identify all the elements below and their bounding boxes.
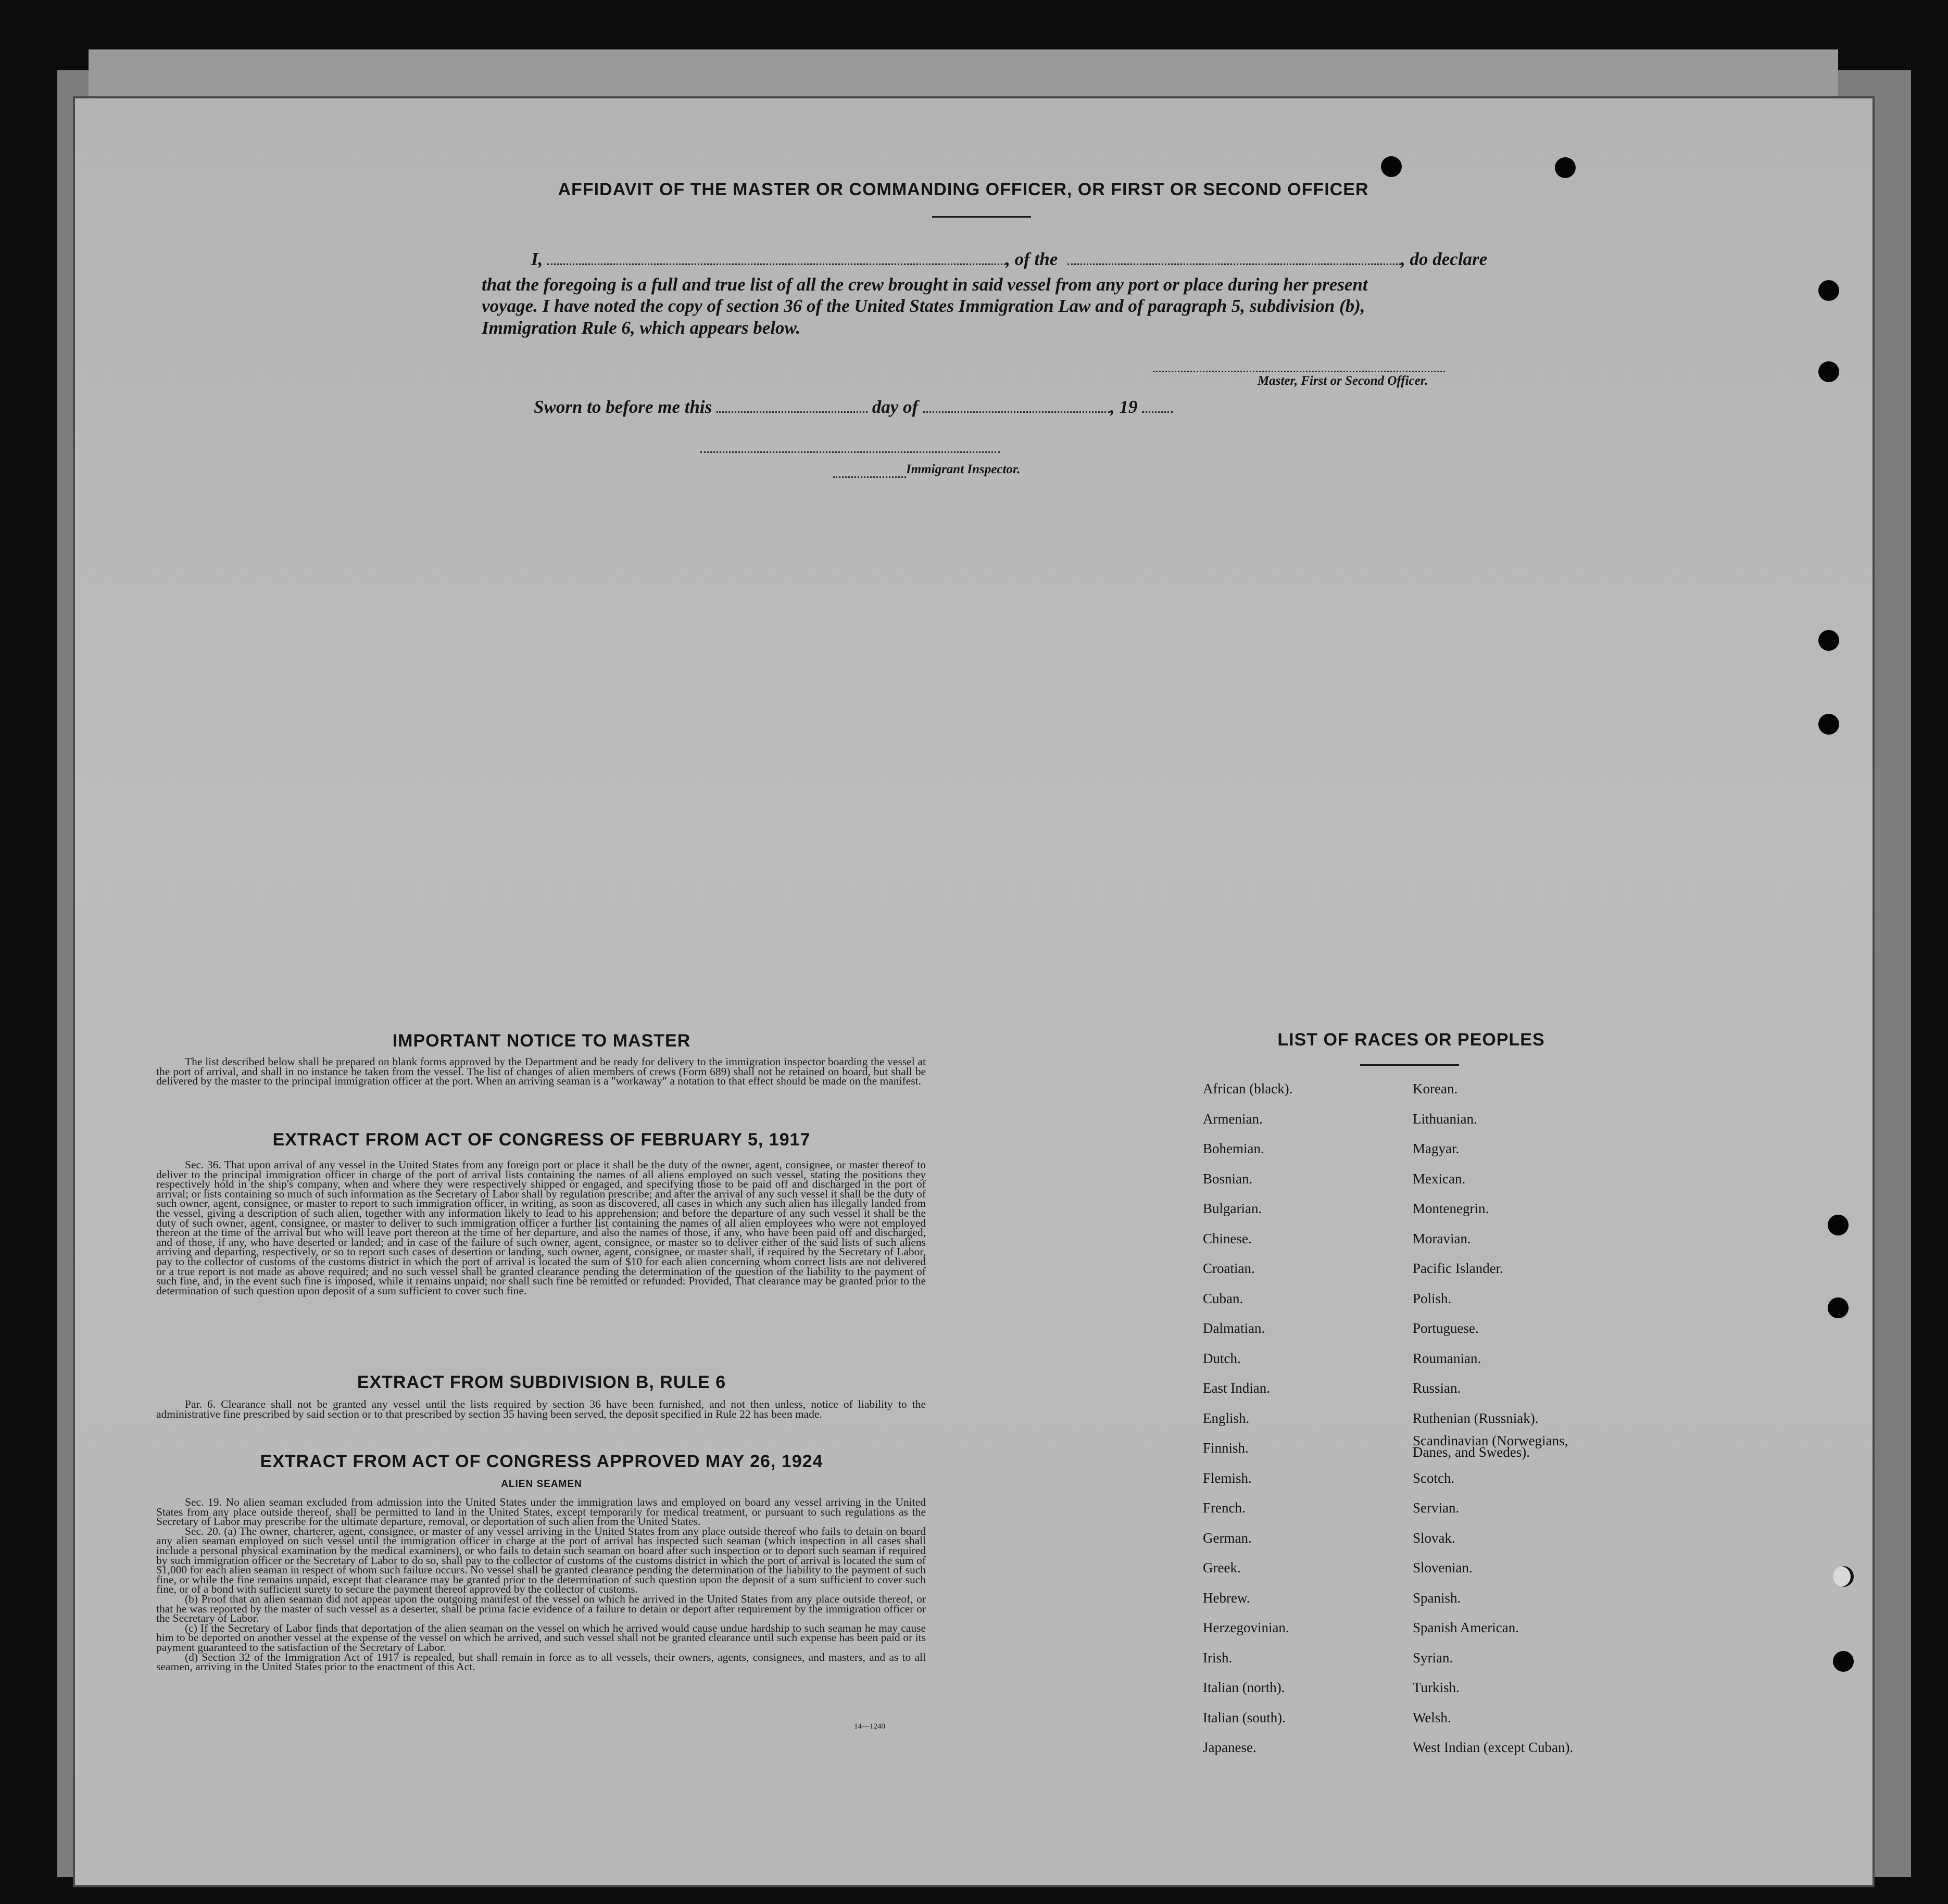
race-list-item: Irish. (1203, 1649, 1233, 1666)
extract-1924-paragraph: (b) Proof that an alien seaman did not appear upon the outgoing manifest of the vessel on which he arrived in the United States from any place outside thereof, or that he was reported by the master of such vessel as a deserter, shall be prima facie evidence of a failure to detain or deport after requirement by the immigration officer or the Secretary of Labor. (156, 1592, 926, 1625)
extract-1917-text: Sec. 36. That upon arrival of any vessel in the United States from any foreign port or place it shall be the duty of the owner, agent, consignee, or master thereof to deliver to the principal immigration officer in charge of the port of arrival lists containing the names of all aliens employed on such vessel, stating the positions they respectively hold in the ship's company, when and where they were respectively shipped or engaged, and specifying those to be paid off and discharged in the port of arrival; or lists containing so much of such information as the Secretary of Labor shall by regulation prescribe; and after the arrival of any such vessel it shall be the duty of such owner, agent, consignee, or master to report to such immigration officer, in writing, as soon as discovered, all cases in which any such alien has illegally landed from the vessel, giving a description of such alien, together with any information likely to lead to his apprehension; and before the departure of any such vessel it shall be the duty of such owner, agent, consignee, or master to deliver to such immigration officer a further list containing the names of all alien employees who were not employed thereon at the time of the arrival but who will leave port thereon at the time of her departure, and also the names of those, if any, who have been paid off and discharged, and of those, if any, who have deserted or landed; and in case of the failure of such owner, agent, consignee, or master so to deliver either of the said lists of such aliens arriving and departing, respectively, or so to report such cases of desertion or landing, such owner, agent, consignee, or master shall, if required by the Secretary of Labor, pay to the collector of customs of the customs district in which the port of arrival is located the sum of $10 for each alien concerning whom correct lists are not delivered or a true report is not made as above required; and no such vessel shall be granted clearance pending the determination of the question of the liability to the payment of such fine, and, in the event such fine is imposed, while it remains unpaid; nor shall such fine be remitted or refunded: Provided, That clearance may be granted prior to the determination of such question upon deposit of a sum sufficient to cover such fine. (156, 1158, 926, 1297)
sworn-day-blank[interactable] (717, 400, 868, 413)
punch-hole-icon (1828, 1215, 1849, 1235)
race-list-item: French. (1203, 1500, 1246, 1516)
race-list-item: Spanish American. (1413, 1620, 1519, 1635)
title-underline (1360, 1064, 1459, 1066)
race-list-item: Chinese. (1203, 1230, 1252, 1246)
affidavit-text-line: voyage. I have noted the copy of section 36 of the United States Immigration Law and of paragraph 5, subdivision (b), (482, 296, 1365, 316)
punch-hole-icon (1818, 361, 1839, 382)
extract-1924-text (156, 1497, 926, 1672)
extract-1924-paragraph: Sec. 19. No alien seaman excluded from admission into the United States under the immigration laws and employed on board any vessel arriving in the United States from any place outside thereof, shall be permitted to land in the United States, except temporarily for medical treatment, or pursuant to such regulations as the Secretary of Labor may prescribe for the ultimate departure, removal, or deportation of such alien from the United States. (156, 1496, 926, 1528)
race-list-item: Scotch. (1413, 1470, 1455, 1486)
punch-hole-icon (1833, 1651, 1854, 1672)
races-title: LIST OF RACES OR PEOPLES (1277, 1030, 1545, 1050)
declarant-name-blank[interactable] (547, 252, 1006, 265)
inspector-signature-blank[interactable] (700, 440, 1000, 453)
race-list-item: African (black). (1203, 1081, 1293, 1096)
master-signature-blank[interactable] (1153, 359, 1445, 372)
race-list-item: Slovak. (1413, 1530, 1455, 1546)
race-list-item: Bohemian. (1203, 1141, 1264, 1156)
race-list-item: Russian. (1413, 1380, 1461, 1396)
punch-hole-icon (1381, 156, 1402, 177)
extract-1924-paragraph: Sec. 20. (a) The owner, charterer, agent, consignee, or master of any vessel arriving in the United States from any place outside thereof who fails to detain on board any alien seaman employed on such vessel until the immigration officer in charge at the port of arrival has inspected such seaman (which inspection in all cases shall include a personal physical examination by the medical examiners), or who fails to detain such seaman on board after such inspection or to deport such seaman if required by such immigration officer or the Secretary of Labor to do so, shall pay to the collector of customs of the customs district in which the port of arrival is located the sum of $1,000 for each alien seaman in respect of whom such failure occurs. No vessel shall be granted clearance pending the determination of the liability to the payment of such fine, or while the fine remains unpaid, except that clearance may be granted prior to the determination of such question upon the deposit of a sum sufficient to cover such fine, or of a bond with sufficient surety to secure the payment thereof approved by the collector of customs. (156, 1524, 926, 1596)
sworn-year: , 19 (1110, 397, 1138, 417)
extract-rule6-title: EXTRACT FROM SUBDIVISION B, RULE 6 (357, 1372, 726, 1392)
sworn-prefix: Sworn to before me this (534, 397, 712, 417)
extract-rule6-text: Par. 6. Clearance shall not be granted any vessel until the lists required by section 36 have been furnished, and not then unless, notice of liability to the administrative fine prescribed by said section or to that prescribed by section 35 having been served, the deposit specified in Rule 22 has been made. (156, 1398, 926, 1420)
race-list-item: Scandinavian (Norwegians, Danes, and Swedes). (1413, 1433, 1568, 1460)
extract-1917-title: EXTRACT FROM ACT OF CONGRESS OF FEBRUARY 5, 1917 (272, 1130, 811, 1150)
master-signature-label: Master, First or Second Officer. (1258, 374, 1428, 388)
race-list-item: Portuguese. (1413, 1320, 1479, 1336)
race-list-item: Italian (south). (1203, 1709, 1286, 1725)
punch-hole-icon (1818, 714, 1839, 735)
affidavit-declare: , do declare (1401, 249, 1488, 269)
race-list-item: Japanese. (1203, 1739, 1256, 1755)
race-list-item: Mexican. (1413, 1170, 1466, 1187)
race-list-item: Welsh. (1413, 1709, 1451, 1725)
sworn-day-of: day of (872, 397, 919, 417)
race-list-item: Montenegrin. (1413, 1201, 1489, 1216)
race-list-item: German. (1203, 1530, 1252, 1546)
sworn-month-blank[interactable] (923, 400, 1110, 413)
affidavit-text-line: that the foregoing is a full and true list of all the crew brought in said vessel from any port or place during her present (482, 274, 1368, 295)
race-list-item: Turkish. (1413, 1680, 1460, 1695)
affidavit-declarant-line (531, 249, 1487, 270)
punch-hole-icon (1833, 1566, 1854, 1587)
extract-1924-paragraph: (c) If the Secretary of Labor finds that deportation of the alien seaman on the vessel on which he arrived would cause undue hardship to such seaman he may cause him to be deported on another vessel at the expense of the vessel on which he arrived, and such vessel shall not be granted clearance until such expense has been paid or its payment guaranteed to the satisfaction of the Secretary of Labor. (156, 1621, 926, 1654)
inspector-signature-blank-short[interactable] (833, 465, 906, 478)
race-list-item: Hebrew. (1203, 1590, 1250, 1606)
extract-1924-paragraph: (d) Section 32 of the Immigration Act of 1917 is repealed, but shall remain in force as to all vessels, their owners, agents, consignees, and masters, and as to all seamen, arriving in the United States prior to the enactment of this Act. (156, 1650, 926, 1673)
race-list-item: Cuban. (1203, 1290, 1243, 1306)
race-list-item: Servian. (1413, 1500, 1460, 1516)
affidavit-title: AFFIDAVIT OF THE MASTER OR COMMANDING OFFICER, OR FIRST OR SECOND OFFICER (558, 180, 1369, 199)
form-number: 14—1240 (854, 1722, 885, 1731)
title-underline (932, 216, 1031, 218)
race-list-item: Spanish. (1413, 1590, 1461, 1606)
extract-1924-subtitle: ALIEN SEAMEN (501, 1479, 582, 1490)
punch-hole-icon (1818, 280, 1839, 301)
inspector-signature-label: Immigrant Inspector. (906, 462, 1021, 476)
punch-hole-icon (1828, 1297, 1849, 1318)
race-list-item: Italian (north). (1203, 1680, 1285, 1695)
race-list-item: Roumanian. (1413, 1350, 1481, 1366)
race-list-item: Flemish. (1203, 1470, 1252, 1486)
race-list-item: Slovenian. (1413, 1560, 1473, 1575)
race-list-item: Dalmatian. (1203, 1320, 1265, 1336)
race-list-item: Syrian. (1413, 1649, 1453, 1666)
race-list-item: Moravian. (1413, 1230, 1471, 1246)
race-list-item: West Indian (except Cuban). (1413, 1739, 1574, 1755)
vessel-name-blank[interactable] (1067, 252, 1401, 265)
race-list-item: Armenian. (1203, 1111, 1263, 1127)
race-list-item: English. (1203, 1410, 1250, 1426)
race-list-item: Greek. (1203, 1560, 1241, 1575)
race-list-item: Polish. (1413, 1290, 1452, 1306)
punch-hole-icon (1555, 157, 1576, 178)
race-list-item: Lithuanian. (1413, 1111, 1477, 1127)
race-list-item: Magyar. (1413, 1141, 1460, 1156)
race-list-item: Dutch. (1203, 1350, 1241, 1366)
race-list-item: East Indian. (1203, 1380, 1270, 1396)
affidavit-i: I, (531, 249, 543, 269)
race-list-item: Bosnian. (1203, 1170, 1253, 1187)
notice-text: The list described below shall be prepared on blank forms approved by the Department and be ready for delivery to the immigration inspector boarding the vessel at the port of arrival, and shall in no instance be taken from the vessel. The list of changes of alien members of crews (Form 689) shall not be retained on board, but shall be delivered by the master to the principal immigration officer at the port. When an arriving seaman is a "workaway" a notation to that effect should be made on the manifest. (156, 1055, 926, 1088)
race-list-item: Herzegovinian. (1203, 1620, 1289, 1635)
race-list-item: Finnish. (1203, 1440, 1249, 1456)
race-list-item: Croatian. (1203, 1260, 1255, 1276)
race-list-item: Bulgarian. (1203, 1201, 1262, 1216)
affidavit-text-line: Immigration Rule 6, which appears below. (482, 318, 801, 338)
punch-hole-icon (1818, 630, 1839, 651)
sworn-year-blank[interactable] (1142, 400, 1173, 413)
race-list-item: Pacific Islander. (1413, 1260, 1503, 1276)
race-list-item: Ruthenian (Russniak). (1413, 1410, 1539, 1426)
race-list-item: Korean. (1413, 1081, 1458, 1096)
affidavit-of-the: , of the (1006, 249, 1058, 269)
sworn-line (534, 397, 1173, 418)
notice-title: IMPORTANT NOTICE TO MASTER (392, 1031, 691, 1051)
extract-1924-title: EXTRACT FROM ACT OF CONGRESS APPROVED MAY 26, 1924 (260, 1452, 823, 1471)
